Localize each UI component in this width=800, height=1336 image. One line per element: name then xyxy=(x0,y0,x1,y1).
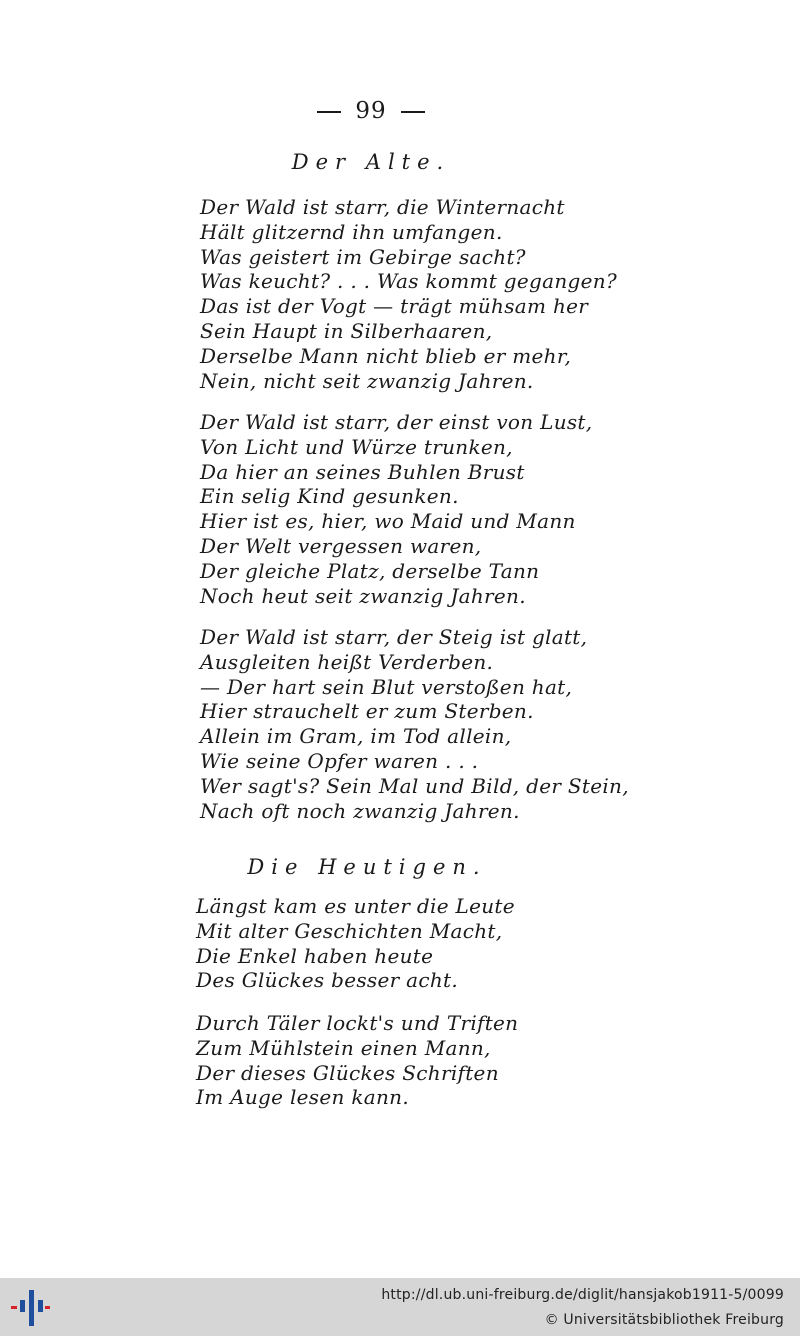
verse-line: Da hier an seines Buhlen Brust xyxy=(200,459,525,484)
poem-1-stanza-3 xyxy=(200,625,629,823)
verse-line: Der Welt vergessen waren, xyxy=(200,533,482,558)
verse-line: Hier ist es, hier, wo Maid und Mann xyxy=(200,509,576,534)
poem-2-stanza-2 xyxy=(196,1011,518,1110)
verse-line: Im Auge lesen kann. xyxy=(196,1085,409,1110)
verse-line: Wie seine Opfer waren . . . xyxy=(200,748,479,773)
page-number-text: 99 xyxy=(355,98,387,124)
verse-line: Durch Täler lockt's und Triften xyxy=(196,1011,519,1035)
page-number-dash-left xyxy=(317,111,341,113)
verse-line: Noch heut seit zwanzig Jahren. xyxy=(200,583,526,608)
verse-line: Zum Mühlstein einen Mann, xyxy=(196,1035,491,1060)
verse-line: Der dieses Glückes Schriften xyxy=(196,1060,499,1085)
verse-line: Hält glitzernd ihn umfangen. xyxy=(200,219,503,244)
verse-line: Wer sagt's? Sein Mal und Bild, der Stein, xyxy=(200,773,629,798)
verse-line: Derselbe Mann nicht blieb er mehr, xyxy=(200,343,572,368)
verse-line: Mit alter Geschichten Macht, xyxy=(196,918,503,943)
verse-line: Hier strauchelt er zum Sterben. xyxy=(200,699,534,724)
poem-1-stanza-1 xyxy=(200,195,617,393)
verse-line: Die Enkel haben heute xyxy=(196,943,434,968)
footer-copyright: © Universitätsbibliothek Freiburg xyxy=(544,1312,784,1328)
verse-line: Der Wald ist starr, der Steig ist glatt, xyxy=(200,625,588,649)
verse-line: Des Glückes besser acht. xyxy=(196,968,459,993)
verse-line: Was geistert im Gebirge sacht? xyxy=(200,244,526,269)
verse-line: Das ist der Vogt — trägt mühsam her xyxy=(200,294,589,319)
poem-title-die-heutigen: Die Heutigen. xyxy=(247,855,487,879)
verse-line: — Der hart sein Blut verstoßen hat, xyxy=(200,674,573,699)
verse-line: Der Wald ist starr, die Winternacht xyxy=(200,195,565,219)
verse-line: Sein Haupt in Silberhaaren, xyxy=(200,318,493,343)
poem-1-stanza-2 xyxy=(200,410,592,608)
footer-bar xyxy=(0,1278,800,1336)
page-number-dash-right xyxy=(401,111,425,113)
verse-line: Was keucht? . . . Was kommt gegangen? xyxy=(200,269,617,294)
ub-freiburg-logo-icon xyxy=(10,1288,50,1328)
verse-line: Von Licht und Würze trunken, xyxy=(200,434,513,459)
verse-line: Allein im Gram, im Tod allein, xyxy=(200,724,512,749)
verse-line: Nein, nicht seit zwanzig Jahren. xyxy=(200,368,534,393)
verse-line: Der Wald ist starr, der einst von Lust, xyxy=(200,410,593,434)
verse-line: Der gleiche Platz, derselbe Tann xyxy=(200,558,540,583)
verse-line: Längst kam es unter die Leute xyxy=(196,894,515,918)
footer-permalink[interactable]: http://dl.ub.uni-freiburg.de/diglit/hansjakob1911-5/0099 xyxy=(381,1287,784,1303)
verse-line: Ein selig Kind gesunken. xyxy=(200,484,459,509)
poem-title-der-alte: Der Alte. xyxy=(291,150,451,174)
page-number xyxy=(0,98,742,124)
verse-line: Nach oft noch zwanzig Jahren. xyxy=(200,798,520,823)
verse-line: Ausgleiten heißt Verderben. xyxy=(200,649,494,674)
poem-2-stanza-1 xyxy=(196,894,515,993)
